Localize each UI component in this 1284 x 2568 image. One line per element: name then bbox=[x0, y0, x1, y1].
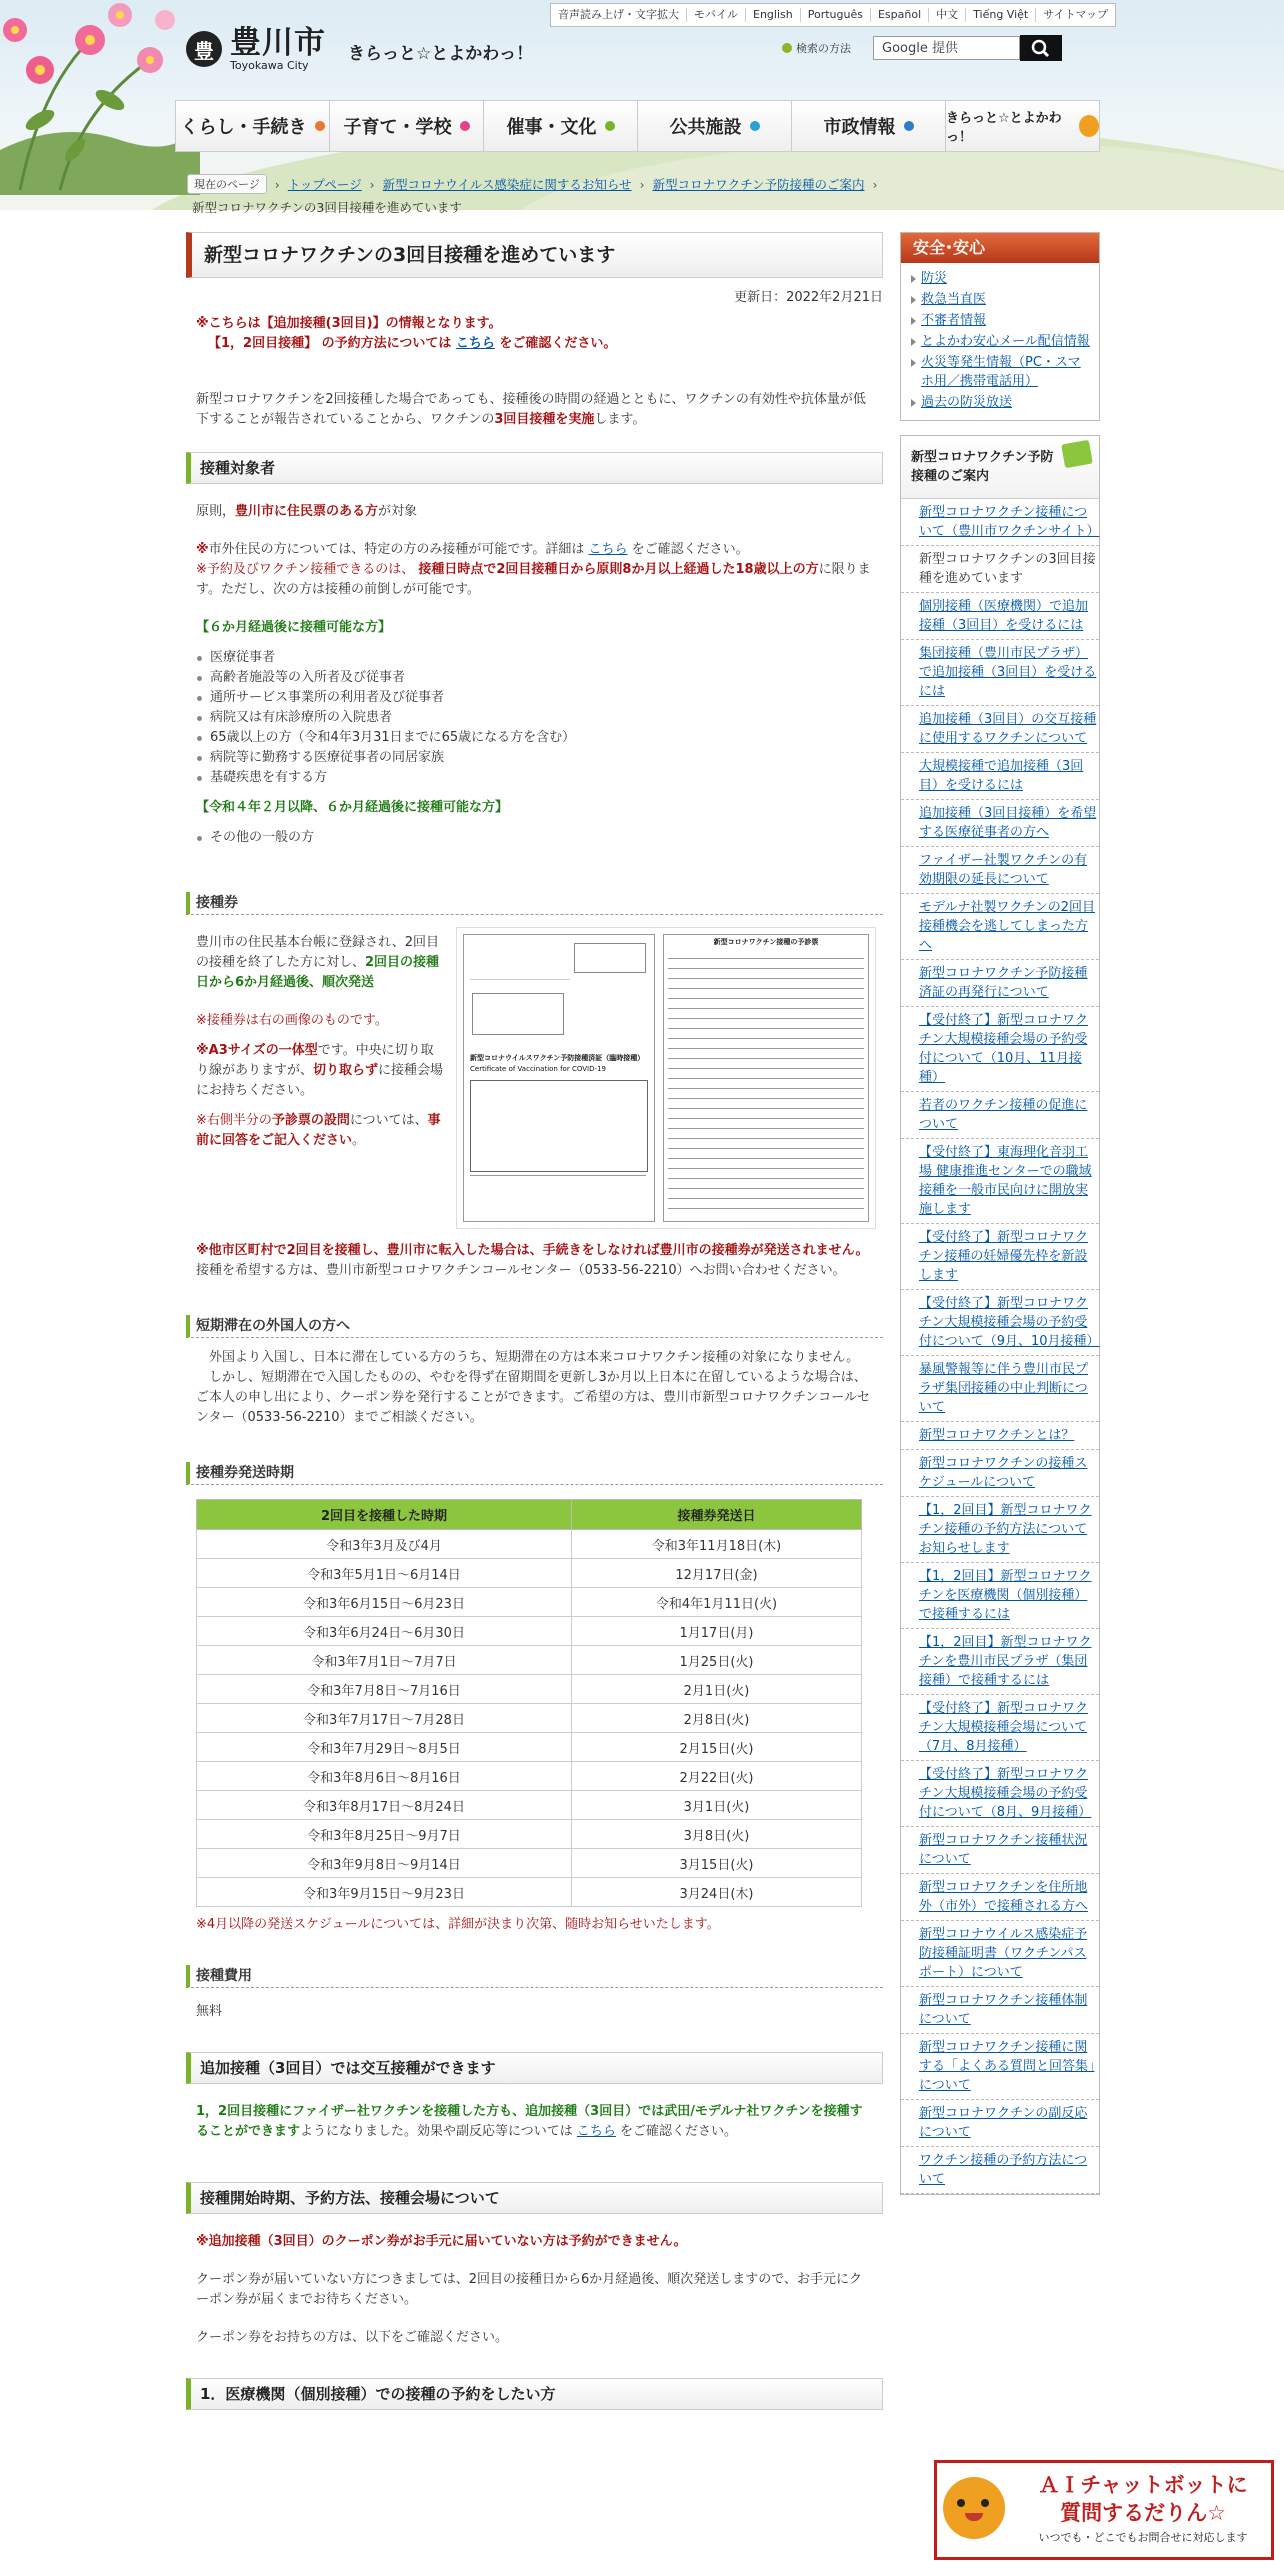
table-cell-period: 令和3年7月1日～7月7日 bbox=[197, 1646, 572, 1675]
breadcrumb bbox=[187, 174, 885, 194]
breadcrumb-current: 新型コロナワクチンの3回目接種を進めています bbox=[192, 200, 462, 215]
mascot-icon bbox=[943, 2477, 1005, 2539]
six-month-heading: 【６か月経過後に接種可能な方】 bbox=[196, 620, 392, 635]
chevron-right-icon: › bbox=[639, 176, 645, 192]
table-cell-send-date: 3月24日(木) bbox=[572, 1878, 862, 1907]
breadcrumb-here-label: 現在のページ bbox=[187, 174, 267, 194]
coupon-footer-area bbox=[470, 1175, 646, 1216]
table-row bbox=[197, 1762, 862, 1791]
start-paragraph-2: クーポン券をお持ちの方は、以下をご確認ください。 bbox=[196, 2330, 509, 2345]
table-row bbox=[197, 1588, 862, 1617]
coupon-text: 。 bbox=[352, 1133, 366, 1148]
coupon-address-area bbox=[470, 939, 570, 980]
asterisk: ※ bbox=[196, 542, 209, 557]
nav-item-childcare[interactable] bbox=[330, 101, 484, 151]
coupon-text: に接種会場にお持ちください。 bbox=[196, 1063, 444, 1098]
coupon-emphasis: 予診票の設問 bbox=[271, 1113, 350, 1128]
section-heading-schedule: 接種券発送時期 bbox=[186, 1462, 883, 1485]
intro-text: します。 bbox=[594, 412, 646, 427]
sidebar-vaccine-link[interactable]: 追加接種（3回目接種）を希望する医療従事者の方へ bbox=[901, 800, 1099, 847]
sidebar-link-fire-info[interactable]: 火災等発生情報（PC・スマホ用／携帯電話用） bbox=[911, 353, 1091, 391]
list-item: 基礎疾患を有する方 bbox=[210, 768, 883, 788]
table-header-send-date: 接種券発送日 bbox=[572, 1500, 862, 1530]
list-item: 医療従事者 bbox=[210, 648, 883, 668]
sidebar-vaccine-link[interactable]: 【受付終了】新型コロナワクチン大規模接種会場の予約受付について（8月、9月接種） bbox=[901, 1761, 1099, 1827]
coupon-emphasis: 切り取らず bbox=[313, 1063, 379, 1078]
coupon-number-box bbox=[574, 943, 646, 973]
nav-item-label: 子育て・学校 bbox=[343, 117, 452, 138]
foreign-para-2: しかし、短期滞在で入国したものの、やむを得ず在留期間を更新し3か月以上日本に在留しているような場合は、ご本人の申し出により、クーポン券を発行することができます。ご希望の方は、豊川市新型コロナワクチンコールセンター（0533-56-2210）までご相談ください。 bbox=[196, 1370, 871, 1425]
notice-third-dose: ※こちらは【追加接種(3回目)】の情報となります。 bbox=[196, 316, 502, 331]
nav-item-city-info[interactable] bbox=[792, 101, 946, 151]
table-cell-send-date: 2月15日(火) bbox=[572, 1733, 862, 1762]
sidebar-link-anshin-mail[interactable]: とよかわ安心メール配信情報 bbox=[911, 332, 1091, 351]
notice-first-second bbox=[186, 334, 883, 354]
main-content bbox=[186, 232, 883, 2410]
logo-city-name: 豊川市 bbox=[230, 25, 326, 61]
flower-illustration bbox=[0, 0, 200, 195]
coupon-certificate-en: Certificate of Vaccination for COVID-19 bbox=[470, 1065, 606, 1073]
coupon-certificate-title: 新型コロナウイルスワクチン予防接種済証（臨時接種） bbox=[470, 1054, 645, 1062]
nav-bullet-icon bbox=[315, 121, 325, 131]
list-item: その他の一般の方 bbox=[210, 828, 883, 848]
questionnaire-title: 新型コロナワクチン接種の予診票 bbox=[713, 938, 819, 946]
sidebar-vaccine-link[interactable]: 新型コロナワクチン接種状況について bbox=[901, 1827, 1099, 1874]
util-link-english[interactable]: English bbox=[746, 8, 801, 22]
start-warning: ※追加接種（3回目）のクーポン券がお手元に届いていない方は予約ができません。 bbox=[196, 2234, 687, 2249]
table-cell-period: 令和3年8月25日～9月7日 bbox=[197, 1820, 572, 1849]
outside-text: 市外住民の方については、特定の方のみ接種が可能です。詳細は bbox=[208, 542, 589, 557]
cross-emphasis: 1，2回目接種にファイザー社ワクチンを接種した方も、追加接種（3回目）では武田/モデルナ社ワクチンを接種することができます bbox=[196, 2104, 863, 2139]
table-cell-period: 令和3年3月及び4月 bbox=[197, 1530, 572, 1559]
table-cell-send-date: 令和4年1月11日(火) bbox=[572, 1588, 862, 1617]
table-cell-send-date: 3月8日(火) bbox=[572, 1820, 862, 1849]
first-second-booking-link[interactable]: こちら bbox=[455, 336, 495, 351]
utility-links bbox=[550, 3, 1116, 27]
table-cell-send-date: 1月25日(火) bbox=[572, 1646, 862, 1675]
table-cell-send-date: 3月1日(火) bbox=[572, 1791, 862, 1820]
schedule-table bbox=[196, 1499, 862, 1907]
notice-text: をご確認ください。 bbox=[494, 336, 617, 351]
chatbot-subtitle: いつでも・どこでもお問合せに対応します bbox=[1038, 2531, 1248, 2544]
table-cell-period: 令和3年8月17日～8月24日 bbox=[197, 1791, 572, 1820]
table-row bbox=[197, 1646, 862, 1675]
sidebar-vaccine-link[interactable]: 新型コロナウイルス感染症予防接種証明書（ワクチンパスポート）について bbox=[901, 1921, 1099, 1987]
section-heading-clinic: 1．医療機関（個別接種）での接種の予約をしたい方 bbox=[186, 2378, 883, 2410]
list-item: 病院等に勤務する医療従事者の同居家族 bbox=[210, 748, 883, 768]
chevron-right-icon: › bbox=[872, 176, 878, 192]
nav-item-living[interactable] bbox=[176, 101, 330, 151]
table-row bbox=[197, 1675, 862, 1704]
nav-item-kiratto[interactable] bbox=[946, 101, 1099, 151]
sidebar-vaccine-link[interactable]: 【受付終了】新型コロナワクチン大規模接種会場の予約受付について（10月、11月接種） bbox=[901, 1007, 1099, 1092]
coupon-para-2: ※接種券は右の画像のものです。 bbox=[196, 1013, 388, 1028]
outside-resident-paragraph bbox=[186, 540, 883, 560]
sidebar-vaccine-link[interactable]: 新型コロナワクチン予防接種済証の再発行について bbox=[901, 960, 1099, 1007]
transfer-paragraph bbox=[186, 1241, 883, 1281]
cross-text: ようになりました。効果や副反応等については bbox=[300, 2124, 577, 2139]
mascot-icon bbox=[1079, 115, 1099, 137]
sidebar-vaccine-link[interactable]: 新型コロナワクチンの接種スケジュールについて bbox=[901, 1450, 1099, 1497]
safety-list bbox=[901, 263, 1099, 420]
coupon-text: 豊川市の住民基本台帳に登録され、2回目の接種を終了した方に対し、 bbox=[196, 935, 440, 970]
sidebar-vaccine-link[interactable]: 新型コロナワクチンとは？ bbox=[901, 1422, 1099, 1450]
schedule-note-text: ※4月以降の発送スケジュールについては、詳細が決まり次第、随時お知らせいたします。 bbox=[196, 1917, 720, 1932]
section-heading-start: 接種開始時期、予約方法、接種会場について bbox=[186, 2182, 883, 2214]
breadcrumb-link-top[interactable]: トップページ bbox=[287, 177, 362, 192]
table-cell-send-date: 令和3年11月18日(木) bbox=[572, 1530, 862, 1559]
table-row bbox=[197, 1704, 862, 1733]
table-header-period: 2回目を接種した時期 bbox=[197, 1500, 572, 1530]
coupon-right-panel bbox=[663, 934, 869, 1222]
transfer-emphasis: ※他市区町村で2回目を接種し、豊川市に転入した場合は、手続きをしなければ豊川市の接種券が発送されません。 bbox=[196, 1243, 869, 1258]
chevron-right-icon: › bbox=[369, 176, 375, 192]
coupon-para-3 bbox=[196, 1041, 446, 1101]
util-link-spanish[interactable]: Español bbox=[871, 8, 929, 22]
sidebar bbox=[900, 232, 1100, 2195]
section-heading-cost: 接種費用 bbox=[186, 1965, 883, 1988]
table-row bbox=[197, 1878, 862, 1907]
coupon-record-table bbox=[470, 1080, 648, 1172]
cross-paragraph bbox=[186, 2102, 883, 2142]
target-emphasis: 豊川市に住民票のある方 bbox=[235, 504, 379, 519]
util-link-sitemap[interactable]: サイトマップ bbox=[1043, 8, 1109, 21]
global-nav bbox=[175, 100, 1100, 152]
table-row bbox=[197, 1733, 862, 1762]
table-cell-period: 令和3年6月15日～6月23日 bbox=[197, 1588, 572, 1617]
foreign-para-1: 外国より入国し、日本に滞在している方のうち、短期滞在の方は本来コロナワクチン接種の対象になりません。 bbox=[209, 1350, 860, 1365]
target-paragraph bbox=[186, 502, 883, 522]
table-cell-period: 令和3年7月17日～7月28日 bbox=[197, 1704, 572, 1733]
sidebar-vaccine-link[interactable]: 新型コロナワクチン接種体制について bbox=[901, 1987, 1099, 2034]
coupon-emphasis: A3サイズの一体型 bbox=[208, 1043, 318, 1058]
outside-resident-link[interactable]: こちら bbox=[588, 542, 628, 557]
intro-text: 新型コロナワクチンを2回接種した場合であっても、接種後の時間の経過とともに、ワクチンの有効性や抗体量が低下することが報告されていることから、ワクチンの bbox=[196, 392, 866, 427]
table-row bbox=[197, 1559, 862, 1588]
sidebar-link-past-broadcast[interactable]: 過去の防災放送 bbox=[911, 393, 1091, 412]
util-link-speech[interactable]: 音声読み上げ・文字拡大 bbox=[551, 8, 687, 22]
notice-text: 【1，2回目接種】 の予約方法については bbox=[208, 336, 456, 351]
start-paragraph: クーポン券が届いていない方につきましては、2回目の接種日から6か月経過後、順次発送しますので、お手元にクーポン券が届くまでお待ちください。 bbox=[196, 2272, 863, 2307]
nav-item-facilities[interactable] bbox=[638, 101, 792, 151]
coupon-emphasis: 事前に回答をご記入ください bbox=[196, 1113, 441, 1148]
table-cell-send-date: 3月15日(火) bbox=[572, 1849, 862, 1878]
search-icon bbox=[1020, 35, 1062, 61]
table-cell-period: 令和3年7月8日～7月16日 bbox=[197, 1675, 572, 1704]
page-title: 新型コロナワクチンの3回目接種を進めています bbox=[186, 232, 883, 278]
vaccine-nav-title: 新型コロナワクチン予防接種のご案内 bbox=[911, 450, 1054, 484]
feb-heading: 【令和４年２月以降、６か月経過後に接種可能な方】 bbox=[196, 800, 509, 815]
site-logo[interactable] bbox=[186, 26, 533, 72]
breadcrumb-link-covid[interactable]: 新型コロナウイルス感染症に関するお知らせ bbox=[382, 177, 632, 192]
cost-value: 無料 bbox=[196, 2004, 223, 2019]
list-item: 65歳以上の方（令和4年3月31日までに65歳になる方を含む） bbox=[210, 728, 883, 748]
list-item: 病院又は有床診療所の入院患者 bbox=[210, 708, 883, 728]
sidebar-link-disaster[interactable]: 防災 bbox=[911, 269, 1091, 288]
table-cell-period: 令和3年9月8日～9月14日 bbox=[197, 1849, 572, 1878]
table-row bbox=[197, 1791, 862, 1820]
section-heading-target: 接種対象者 bbox=[186, 452, 883, 484]
util-link-vietnamese[interactable]: Tiếng Việt bbox=[966, 8, 1036, 22]
table-cell-period: 令和3年7月29日～8月5日 bbox=[197, 1733, 572, 1762]
search-input[interactable]: Google 提供 bbox=[873, 36, 1020, 60]
list-item: 通所サービス事業所の利用者及び従事者 bbox=[210, 688, 883, 708]
city-emblem-icon: 豊 bbox=[186, 31, 222, 67]
util-link-chinese[interactable]: 中文 bbox=[929, 8, 966, 22]
search-help-label: 検索の方法 bbox=[796, 42, 851, 55]
coupon-emphasis: 2回目の接種日から6か月経過後、順次発送 bbox=[196, 955, 440, 990]
table-cell-send-date: 12月17日(金) bbox=[572, 1559, 862, 1588]
coupon-text: ※右側半分の bbox=[196, 1113, 272, 1128]
site-slogan: きらっと☆とよかわっ！ bbox=[348, 43, 534, 64]
nav-bullet-icon bbox=[750, 121, 760, 131]
table-cell-send-date: 2月22日(火) bbox=[572, 1762, 862, 1791]
chatbot-title-1: ＡＩチャットボットに bbox=[1038, 2473, 1248, 2497]
sidebar-vaccine-link[interactable]: ファイザー社製ワクチンの有効期限の延長について bbox=[901, 847, 1099, 894]
coupon-text: については、 bbox=[349, 1113, 428, 1128]
coupon-text: です。中央に切り取り線がありますが、 bbox=[196, 1043, 434, 1078]
table-row bbox=[197, 1849, 862, 1878]
nav-bullet-icon bbox=[460, 121, 470, 131]
logo-city-name-en: Toyokawa City bbox=[230, 59, 309, 72]
nav-item-label: きらっと☆とよかわっ！ bbox=[946, 111, 1062, 145]
section-heading-cross: 追加接種（3回目）では交互接種ができます bbox=[186, 2052, 883, 2084]
table-row bbox=[197, 1530, 862, 1559]
nav-bullet-icon bbox=[605, 121, 615, 131]
util-link-mobile[interactable]: モバイル bbox=[687, 8, 746, 22]
sidebar-vaccine-link[interactable]: 追加接種（3回目）の交互接種に使用するワクチンについて bbox=[901, 706, 1099, 753]
vaccine-nav-box bbox=[900, 435, 1100, 2195]
chevron-right-icon: › bbox=[274, 176, 280, 192]
target-text: が対象 bbox=[378, 504, 418, 519]
sidebar-vaccine-link[interactable]: 個別接種（医療機関）で追加接種（3回目）を受けるには bbox=[901, 593, 1099, 640]
sidebar-vaccine-link[interactable]: モデルナ社製ワクチンの2回目接種機会を逃してしまった方へ bbox=[901, 894, 1099, 960]
sidebar-vaccine-link[interactable]: 【1，2回目】新型コロナワクチン接種の予約方法についてお知らせします bbox=[901, 1497, 1099, 1563]
sidebar-vaccine-link[interactable]: 【1，2回目】新型コロナワクチンを医療機関（個別接種）で接種するには bbox=[901, 1563, 1099, 1629]
chatbot-title-2: 質問するだりん☆ bbox=[1060, 2501, 1226, 2525]
eligibility-emphasis: 接種日時点で2回目接種日から原則8か月以上経過した18歳以上の方 bbox=[418, 562, 819, 577]
updated-date: 更新日：2022年2月21日 bbox=[734, 290, 883, 305]
nav-item-events[interactable] bbox=[484, 101, 638, 151]
nav-item-label: 催事・文化 bbox=[506, 117, 597, 138]
eligibility-text: ※予約及びワクチン接種できるのは、 bbox=[196, 562, 419, 577]
transfer-text: 接種を希望する方は、豊川市新型コロナワクチンコールセンター（0533-56-2210）へお問い合わせください。 bbox=[196, 1263, 846, 1278]
eligibility-paragraph bbox=[186, 560, 883, 600]
intro-emphasis: 3回目接種を実施 bbox=[494, 412, 595, 427]
sidebar-vaccine-link[interactable]: 新型コロナワクチンを住所地外（市外）で接種される方へ bbox=[901, 1874, 1099, 1921]
sidebar-vaccine-link[interactable]: ワクチン接種の予約方法について bbox=[901, 2147, 1099, 2194]
coupon-stamp-box bbox=[472, 993, 564, 1035]
nav-item-label: くらし・手続き bbox=[180, 117, 307, 138]
safety-box-title: 安全･安心 bbox=[901, 233, 1099, 263]
vaccine-nav-list bbox=[901, 499, 1099, 2194]
sidebar-vaccine-link[interactable]: 【受付終了】新型コロナワクチン接種の妊婦優先枠を新設します bbox=[901, 1224, 1099, 1290]
breadcrumb-link-vaccine[interactable]: 新型コロナワクチン予防接種のご案内 bbox=[652, 177, 865, 192]
table-cell-send-date: 2月8日(火) bbox=[572, 1704, 862, 1733]
sidebar-vaccine-link[interactable]: 【受付終了】東海理化音羽工場 健康推進センターでの職域接種を一般市民向けに開放実施します bbox=[901, 1139, 1099, 1224]
table-cell-period: 令和3年6月24日～6月30日 bbox=[197, 1617, 572, 1646]
coupon-text: ※ bbox=[196, 1043, 209, 1058]
schedule-table-body bbox=[197, 1530, 862, 1907]
folder-icon bbox=[1061, 440, 1093, 468]
section-heading-coupon: 接種券 bbox=[186, 892, 883, 915]
target-text: 原則， bbox=[196, 504, 236, 519]
outside-text: をご確認ください。 bbox=[627, 542, 749, 557]
questionnaire-rows bbox=[668, 949, 864, 1217]
sidebar-vaccine-link[interactable]: 【受付終了】新型コロナワクチン大規模接種会場の予約受付について（9月、10月接種） bbox=[901, 1290, 1099, 1356]
bullet-dot-icon bbox=[782, 43, 792, 53]
sidebar-vaccine-link[interactable]: 暴風警報等に伴う豊川市民プラザ集団接種の中止判断について bbox=[901, 1356, 1099, 1422]
sidebar-vaccine-link[interactable]: 【1，2回目】新型コロナワクチンを豊川市民プラザ（集団接種）で接種するには bbox=[901, 1629, 1099, 1695]
safety-box bbox=[900, 232, 1100, 421]
nav-item-label: 市政情報 bbox=[823, 117, 896, 138]
coupon-text-column bbox=[196, 933, 446, 1151]
sidebar-vaccine-link[interactable]: 新型コロナワクチン接種について（豊川市ワクチンサイト） bbox=[901, 499, 1099, 546]
table-cell-period: 令和3年9月15日～9月23日 bbox=[197, 1878, 572, 1907]
table-cell-period: 令和3年5月1日～6月14日 bbox=[197, 1559, 572, 1588]
sidebar-vaccine-link[interactable]: 【受付終了】新型コロナワクチン大規模接種会場について（7月、8月接種） bbox=[901, 1695, 1099, 1761]
coupon-block bbox=[186, 927, 883, 1237]
coupon-para-1 bbox=[196, 933, 446, 993]
sidebar-vaccine-link[interactable]: 集団接種（豊川市民プラザ）で追加接種（3回目）を受けるには bbox=[901, 640, 1099, 706]
sidebar-vaccine-link[interactable]: 大規模接種で追加接種（3回目）を受けるには bbox=[901, 753, 1099, 800]
cross-text: をご確認ください。 bbox=[615, 2124, 738, 2139]
side-effect-link[interactable]: こちら bbox=[576, 2124, 616, 2139]
sidebar-link-suspicious-person[interactable]: 不審者情報 bbox=[911, 311, 1091, 330]
search-help-link[interactable] bbox=[782, 40, 851, 56]
six-month-list bbox=[186, 648, 883, 788]
sidebar-vaccine-link[interactable]: 新型コロナワクチンの副反応について bbox=[901, 2100, 1099, 2147]
util-link-portuguese[interactable]: Português bbox=[801, 8, 871, 22]
coupon-left-panel bbox=[463, 934, 655, 1222]
table-cell-send-date: 1月17日(月) bbox=[572, 1617, 862, 1646]
coupon-image bbox=[456, 927, 876, 1229]
sidebar-vaccine-current-item: 新型コロナワクチンの3回目接種を進めています bbox=[901, 546, 1099, 593]
schedule-note bbox=[186, 1915, 883, 1935]
intro-paragraph bbox=[186, 390, 883, 430]
coupon-para-4 bbox=[196, 1111, 446, 1151]
chatbot-banner[interactable] bbox=[934, 2460, 1274, 2560]
vaccine-nav-header bbox=[901, 436, 1099, 499]
nav-item-label: 公共施設 bbox=[669, 117, 742, 138]
table-row bbox=[197, 1820, 862, 1849]
table-cell-send-date: 2月1日(火) bbox=[572, 1675, 862, 1704]
section-heading-foreign: 短期滞在の外国人の方へ bbox=[186, 1315, 883, 1338]
search-button[interactable] bbox=[1020, 35, 1062, 61]
list-item: 高齢者施設等の入所者及び従事者 bbox=[210, 668, 883, 688]
eligibility-text: に限ります。ただし、次の方は接種の前倒しが可能です。 bbox=[196, 562, 871, 597]
sidebar-vaccine-link[interactable]: 若者のワクチン接種の促進について bbox=[901, 1092, 1099, 1139]
sidebar-vaccine-link[interactable]: 新型コロナワクチン接種に関する「よくある質問と回答集」について bbox=[901, 2034, 1099, 2100]
table-row bbox=[197, 1617, 862, 1646]
sidebar-link-emergency-doctor[interactable]: 救急当直医 bbox=[911, 290, 1091, 309]
nav-bullet-icon bbox=[904, 121, 914, 131]
feb-list bbox=[186, 828, 883, 848]
table-cell-period: 令和3年8月6日～8月16日 bbox=[197, 1762, 572, 1791]
